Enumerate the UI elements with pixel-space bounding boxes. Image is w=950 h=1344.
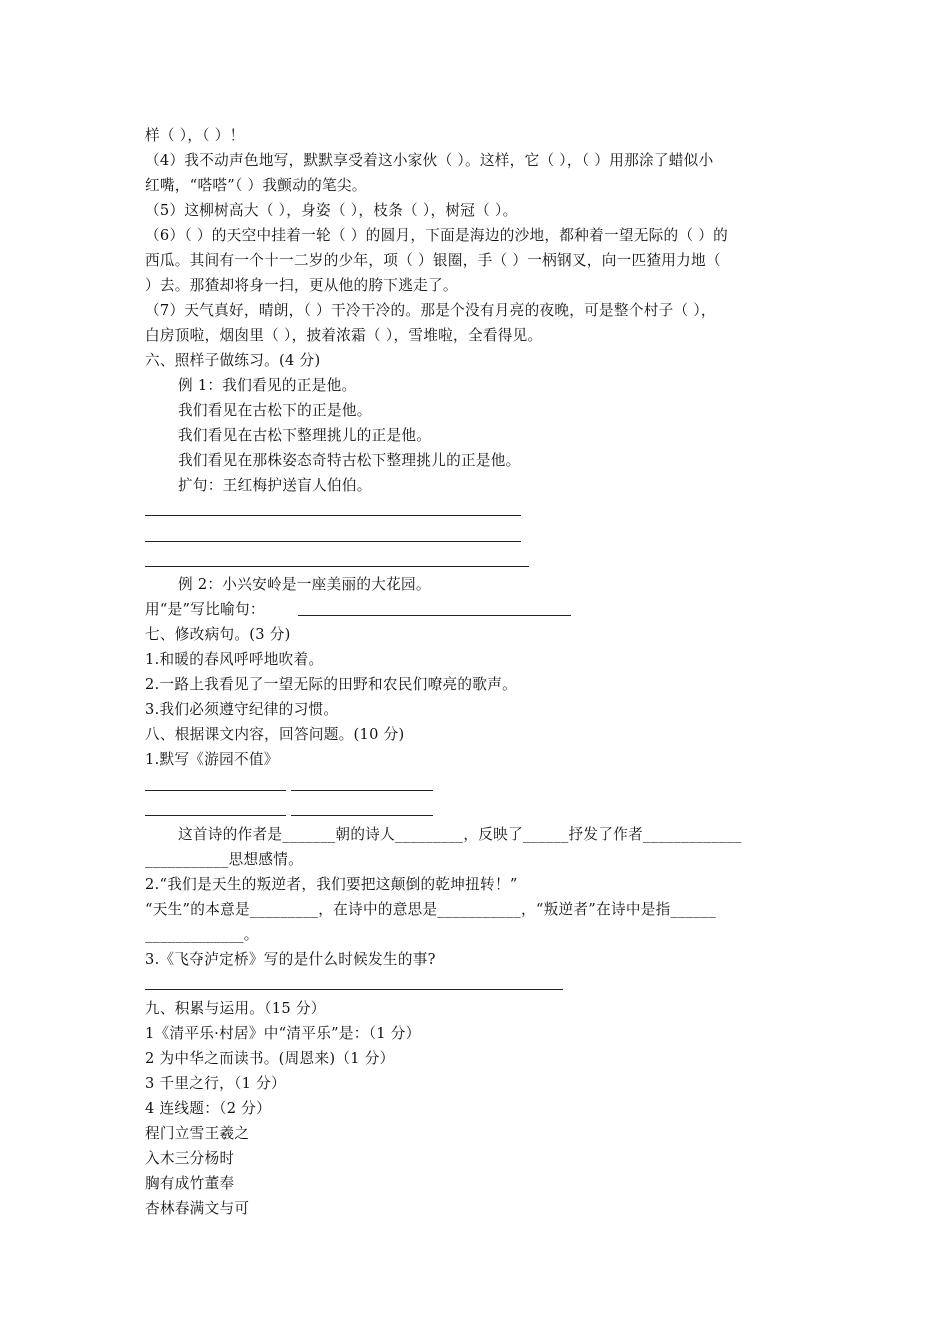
matching-item: 杏林春满文与可 [145,1200,250,1217]
section-8-heading: 八、根据课文内容，回答问题。(10 分) [145,726,405,743]
answer-line[interactable] [145,566,529,567]
matching-item: 入木三分杨时 [145,1150,235,1167]
question-5-line: （5）这柳树高大（ ），身姿（ ），枝条（ ），树冠（ ）。 [145,202,518,219]
faulty-sentence-1: 1.和暖的春风呼呼地吹着。 [145,651,324,668]
matching-question: 4 连线题：（2 分） [145,1100,272,1117]
poem-author-question-cont: ___________思想感情。 [145,851,304,868]
answer-line[interactable] [145,541,521,542]
poem-line-blank[interactable] [145,815,286,816]
quote-meaning-question: “天生”的本意是_________，在诗中的意思是___________，“叛逆者”在诗中是指______ [145,901,717,918]
luding-bridge-question: 3.《飞夺泸定桥》写的是什么时候发生的事? [145,951,436,968]
section-7-heading: 七、修改病句。(3 分) [145,626,291,643]
answer-line[interactable] [298,615,571,616]
poem-dictation-prompt: 1.默写《游园不值》 [145,751,279,768]
question-6-line-2: 西瓜。其间有一个十一二岁的少年，项（ ）银圈，手（ ）一柄钢叉，向一匹猹用力地（ [145,252,721,269]
faulty-sentence-3: 3.我们必须遵守纪律的习惯。 [145,701,339,718]
poem-author-question: 这首诗的作者是_______朝的诗人_________，反映了______抒发了作者_____________ [178,826,742,843]
question-6-line-1: （6）（ ）的天空中挂着一轮（ ）的圆月，下面是海边的沙地，都种着一望无际的（ ）的 [145,227,729,244]
faulty-sentence-2: 2.一路上我看见了一望无际的田野和农民们嘹亮的歌声。 [145,676,517,693]
section-9-heading: 九、积累与运用。（15 分） [145,1000,326,1017]
poem-line-blank[interactable] [291,790,433,791]
answer-line[interactable] [145,989,563,990]
question-7-line-1: （7）天气真好，晴朗，（ ）干冷干冷的。那是个没有月亮的夜晚，可是整个村子（ ）， [145,302,716,319]
question-4-line-1: （4）我不动声色地写，默默享受着这小家伙（ ）。这样，它（ ），（ ）用那涂了蜡似小 [145,152,714,169]
matching-item: 程门立雪王羲之 [145,1125,250,1142]
metaphor-prompt: 用“是”写比喻句： [145,601,265,618]
accumulation-q1: 1《清平乐·村居》中“清平乐”是：（1 分） [145,1025,421,1042]
quote-question: 2.“我们是天生的叛逆者，我们要把这颠倒的乾坤扭转！” [145,876,518,893]
question-7-line-2: 白房顶啦，烟囱里（ ），披着浓霜（ ），雪堆啦，全看得见。 [145,327,543,344]
section-6-heading: 六、照样子做练习。(4 分) [145,352,321,369]
poem-line-blank[interactable] [145,790,286,791]
expand-sentence-prompt: 扩句：王红梅护送盲人伯伯。 [178,477,372,494]
matching-item: 胸有成竹董奉 [145,1175,235,1192]
example-1: 例 1：我们看见的正是他。 [178,377,357,394]
answer-line[interactable] [145,515,521,516]
question-6-line-3: ）去。那猹却将身一扫，更从他的胯下逃走了。 [145,277,458,294]
poem-line-blank[interactable] [291,815,433,816]
quote-meaning-question-cont: _____________。 [145,926,259,943]
example-1-step-3: 我们看见在那株姿态奇特古松下整理挑儿的正是他。 [178,452,521,469]
example-2: 例 2：小兴安岭是一座美丽的大花园。 [178,576,431,593]
example-1-step-2: 我们看见在古松下整理挑儿的正是他。 [178,427,432,444]
accumulation-q2: 2 为中华之而读书。(周恩来)（1 分） [145,1050,395,1067]
fill-blank-line: 样（ ），（ ）！ [145,127,245,144]
accumulation-q3: 3 千里之行，（1 分） [145,1075,286,1092]
question-4-line-2: 红嘴，“嗒嗒”（ ）我颤动的笔尖。 [145,177,367,194]
example-1-step-1: 我们看见在古松下的正是他。 [178,402,372,419]
